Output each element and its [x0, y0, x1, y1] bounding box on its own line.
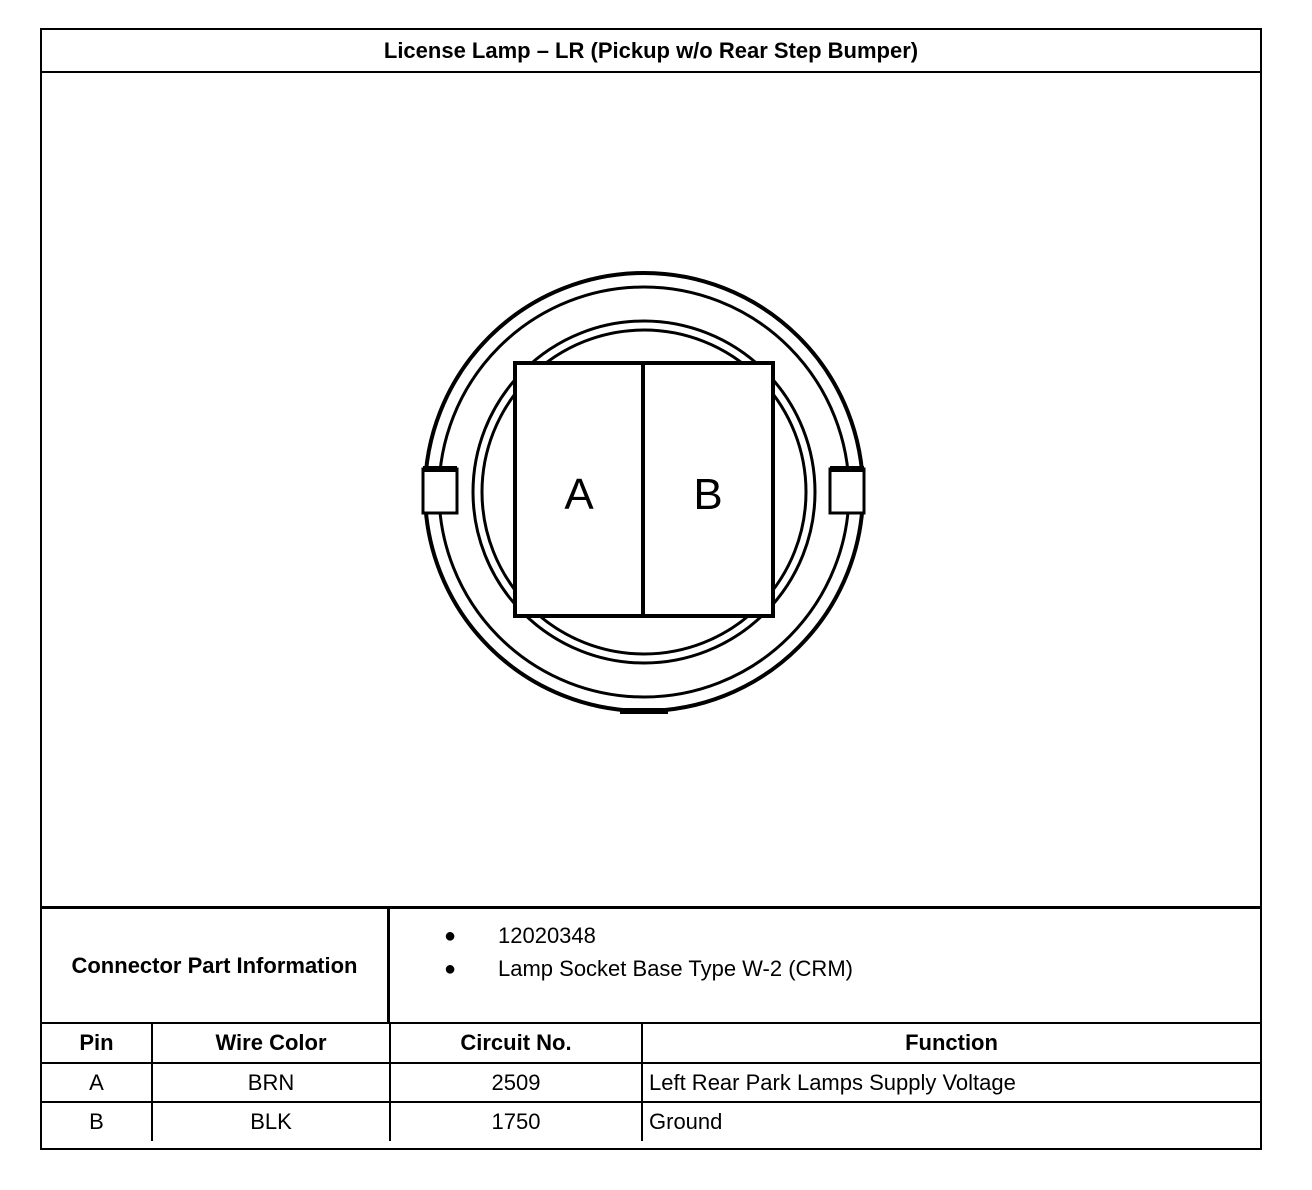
function-cell: Ground [642, 1102, 1260, 1141]
table-row [42, 1063, 1260, 1102]
wire-color-cell: BLK [152, 1102, 390, 1141]
connector-diagram [42, 73, 1260, 906]
pin-cell: A [42, 1063, 152, 1102]
connector-sheet [40, 28, 1262, 1150]
pin-table-header-row [42, 1024, 1260, 1063]
header-wire-color: Wire Color [152, 1024, 390, 1063]
connector-part-information [42, 906, 1260, 1024]
table-row [42, 1102, 1260, 1141]
part-description: Lamp Socket Base Type W-2 (CRM) [498, 956, 853, 981]
wire-color-cell: BRN [152, 1063, 390, 1102]
cavity-b-label: B [693, 470, 723, 519]
function-cell: Left Rear Park Lamps Supply Voltage [642, 1063, 1260, 1102]
circuit-cell: 1750 [390, 1102, 642, 1141]
bullet-icon: ● [444, 925, 457, 947]
header-pin: Pin [42, 1024, 152, 1063]
pin-table [42, 1024, 1260, 1141]
left-locking-tab [423, 469, 457, 513]
header-circuit-no: Circuit No. [390, 1024, 642, 1063]
pin-cell: B [42, 1102, 152, 1141]
part-info-label: Connector Part Information [42, 909, 390, 1022]
header-function: Function [642, 1024, 1260, 1063]
page-title: License Lamp – LR (Pickup w/o Rear Step Bumper) [42, 30, 1260, 73]
circuit-cell: 2509 [390, 1063, 642, 1102]
connector-face-drawing [42, 73, 1260, 906]
right-locking-tab [830, 469, 864, 513]
part-info-list [392, 909, 1260, 1022]
part-number: 12020348 [498, 923, 596, 948]
cavity-a-label: A [564, 470, 594, 519]
bullet-icon: ● [444, 958, 457, 980]
